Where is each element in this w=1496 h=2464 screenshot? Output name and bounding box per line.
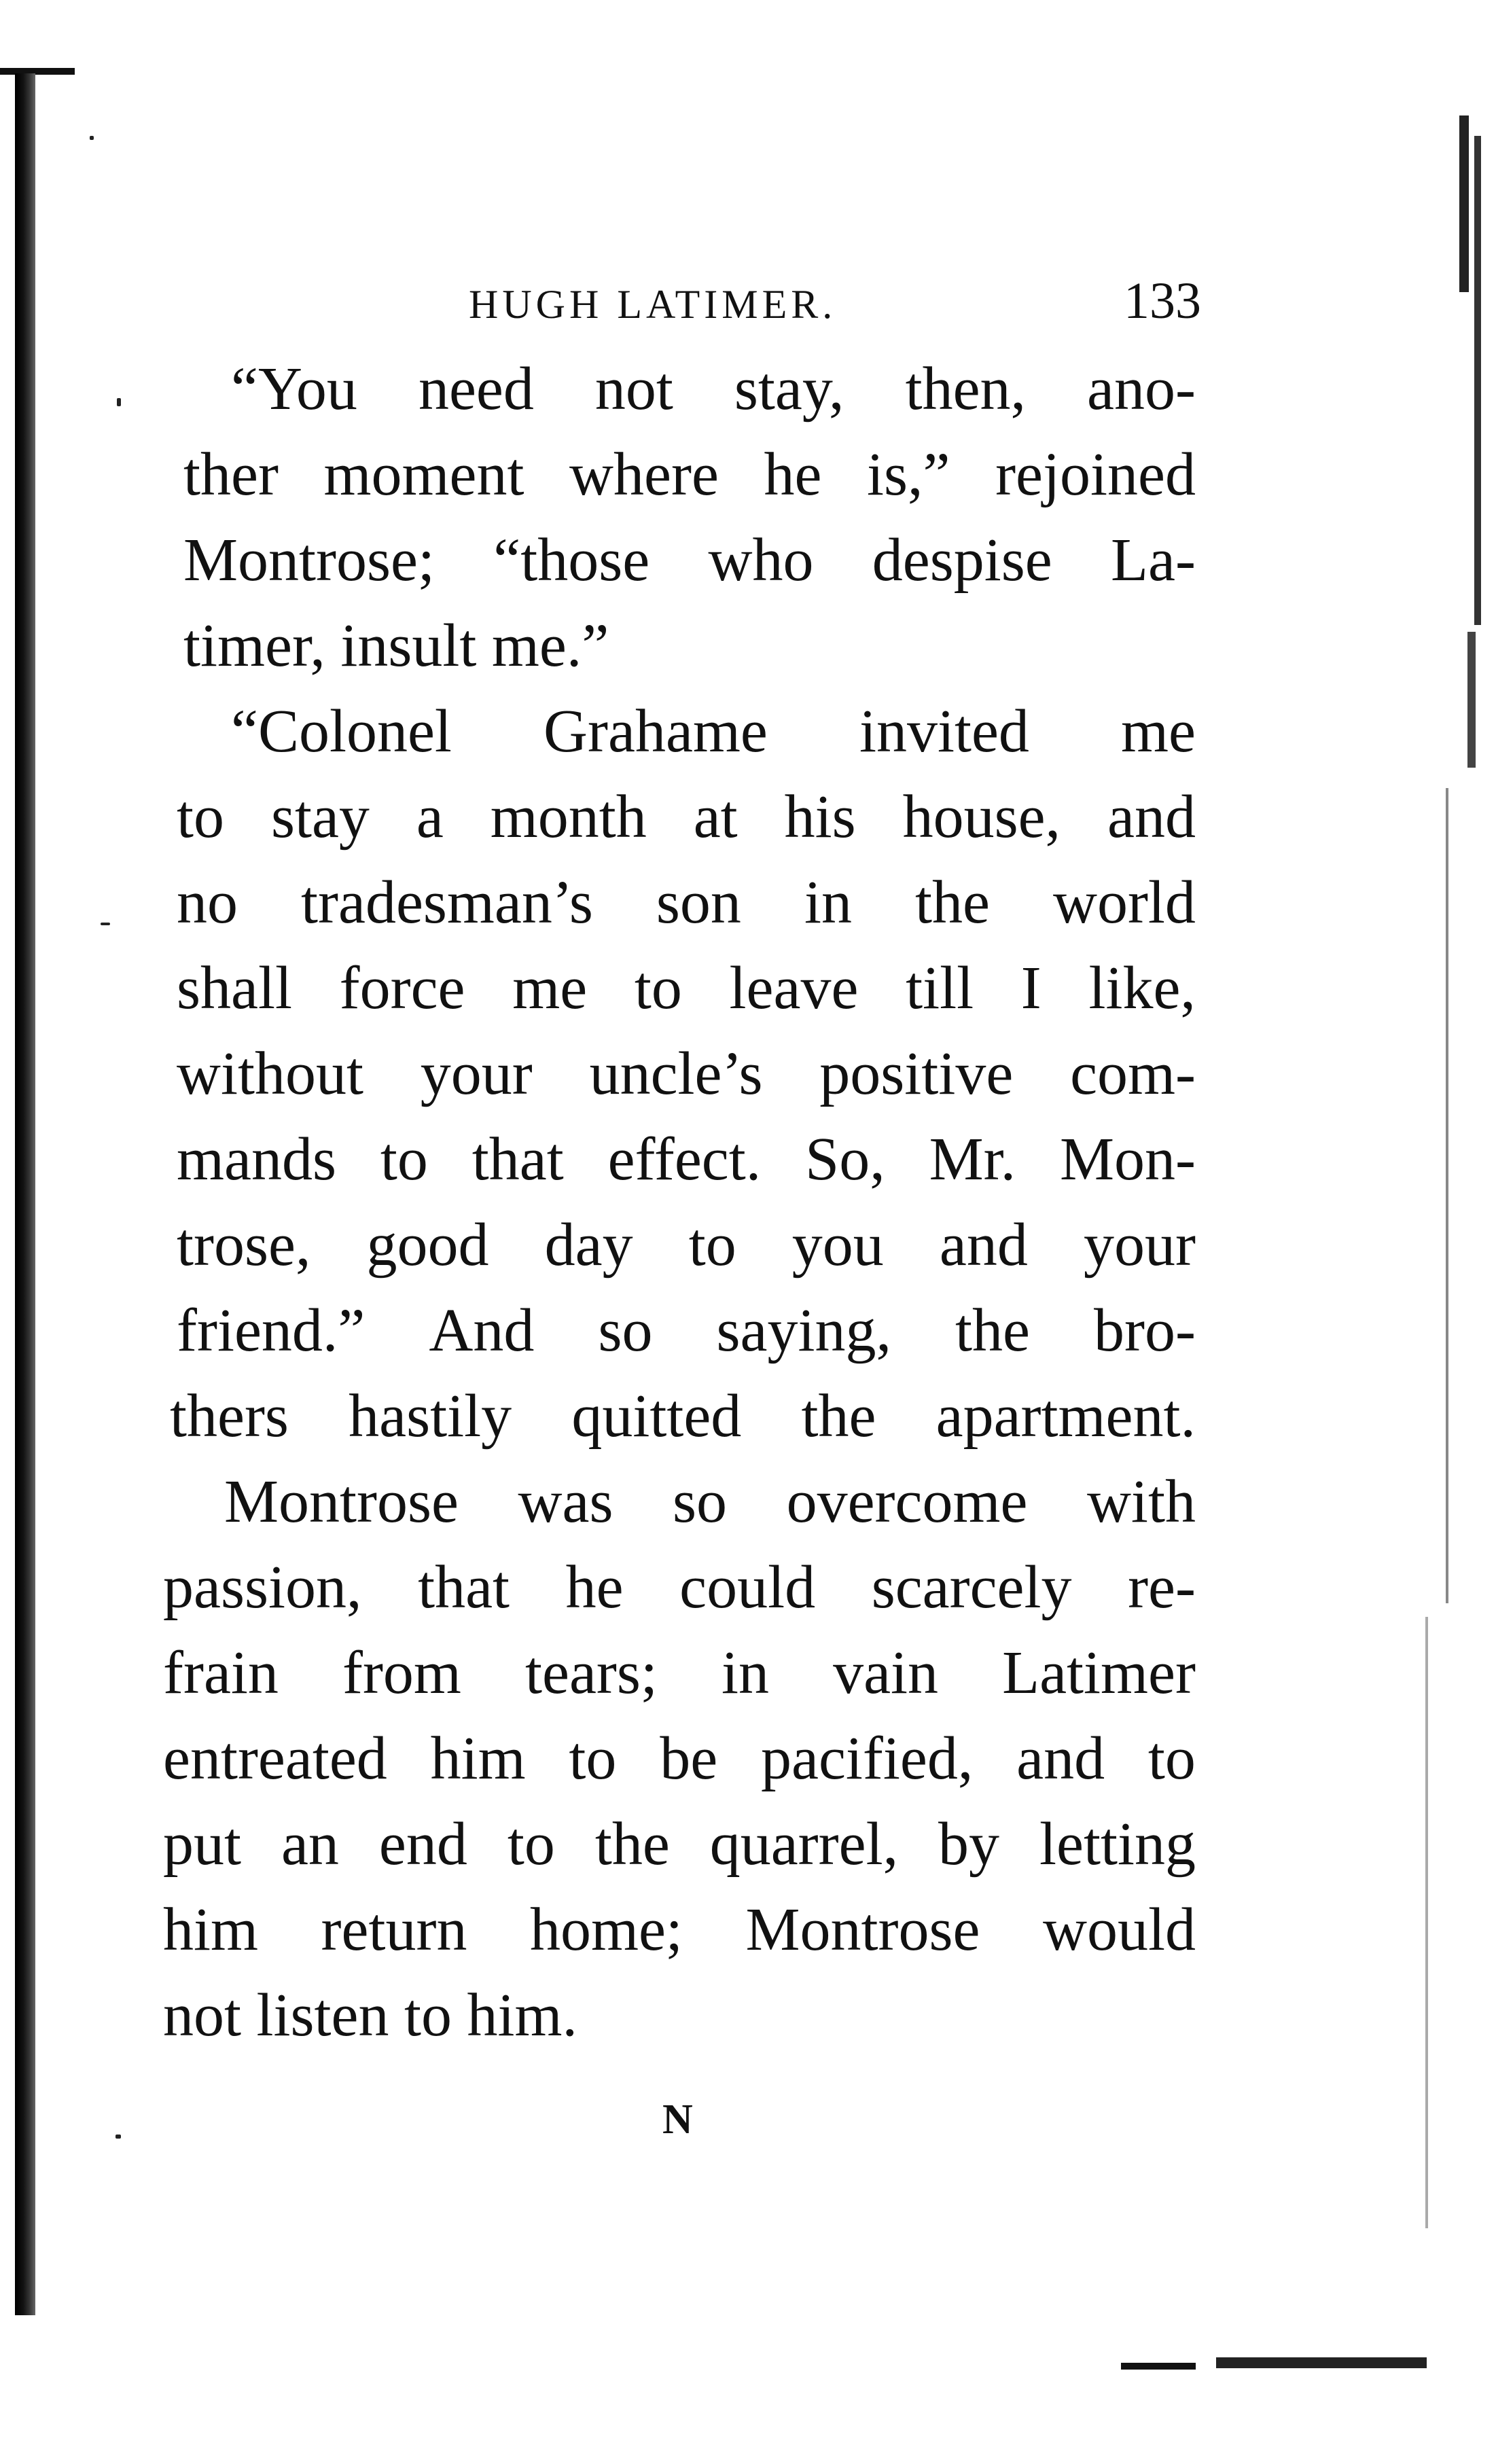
text-line — [163, 1202, 1196, 1288]
word: he — [565, 1554, 624, 1621]
word: stay — [270, 783, 370, 851]
word: till — [906, 954, 974, 1022]
word: effect. — [607, 1126, 762, 1193]
word: and — [939, 1211, 1028, 1279]
word: “You — [231, 355, 357, 423]
word: the — [594, 1810, 670, 1878]
margin-speck — [117, 398, 121, 406]
word: no — [177, 869, 238, 936]
word: so — [598, 1297, 653, 1364]
word: put — [163, 1810, 242, 1878]
word: trose, — [177, 1211, 311, 1279]
word: tradesman’s — [301, 869, 593, 936]
body-text — [163, 346, 1196, 2058]
binding-cap — [0, 68, 75, 75]
word: ano- — [1087, 355, 1196, 423]
word: and — [1107, 783, 1196, 851]
text-line — [163, 1117, 1196, 1202]
word: month — [490, 783, 647, 851]
word: frain — [163, 1639, 279, 1707]
word: entreated — [163, 1725, 387, 1792]
word: to — [569, 1725, 617, 1792]
word: overcome — [786, 1468, 1028, 1535]
word: was — [518, 1468, 613, 1535]
word: saying, — [716, 1297, 891, 1364]
right-edge-mark — [1446, 788, 1448, 1603]
word: to — [1147, 1725, 1196, 1792]
word: rejoined — [995, 441, 1196, 508]
word: and — [1016, 1725, 1105, 1792]
word: friend.” — [177, 1297, 366, 1364]
word: quarrel, — [709, 1810, 899, 1878]
word: in — [722, 1639, 770, 1707]
word: need — [418, 355, 534, 423]
word: that — [471, 1126, 564, 1193]
text-line — [163, 346, 1196, 432]
word: passion, — [163, 1554, 362, 1621]
word: Latimer — [1002, 1639, 1196, 1707]
word: And — [429, 1297, 535, 1364]
word: scarcely — [871, 1554, 1072, 1621]
word: stay, — [734, 355, 844, 423]
word: despise — [872, 526, 1052, 594]
word: ther — [183, 441, 279, 508]
word: the — [914, 869, 990, 936]
word: son — [656, 869, 741, 936]
bottom-rule — [1216, 2357, 1427, 2368]
word: your — [420, 1040, 533, 1107]
word: with — [1086, 1468, 1196, 1535]
word: where — [569, 441, 719, 508]
word: the — [955, 1297, 1030, 1364]
word: by — [938, 1810, 1000, 1878]
word: letting — [1039, 1810, 1196, 1878]
margin-speck — [115, 2135, 121, 2139]
word: so — [673, 1468, 728, 1535]
word: moment — [323, 441, 524, 508]
word: him — [163, 1896, 259, 1963]
word: in — [804, 869, 852, 936]
word: “those — [493, 526, 650, 594]
text-line: timer, insult me.” — [183, 612, 609, 679]
right-edge-mark — [1425, 1617, 1428, 2228]
word: the — [801, 1382, 876, 1450]
text-line — [163, 1545, 1196, 1630]
word: at — [693, 783, 738, 851]
word: uncle’s — [589, 1040, 763, 1107]
word: Grahame — [544, 698, 768, 765]
word: quitted — [571, 1382, 742, 1450]
word: La- — [1111, 526, 1196, 594]
word: pacified, — [761, 1725, 974, 1792]
margin-speck — [101, 923, 110, 925]
text-line — [163, 1887, 1196, 1973]
word: not — [594, 355, 673, 423]
word: is,” — [867, 441, 950, 508]
word: me — [512, 954, 588, 1022]
right-edge-mark — [1474, 136, 1481, 625]
text-line — [163, 860, 1196, 946]
word: day — [544, 1211, 633, 1279]
text-line — [163, 1802, 1196, 1887]
word: bro- — [1094, 1297, 1196, 1364]
word: Montrose — [224, 1468, 459, 1535]
word: that — [418, 1554, 510, 1621]
page-header — [380, 272, 1201, 346]
text-line — [163, 689, 1196, 774]
word: Mon- — [1059, 1126, 1196, 1193]
text-line — [163, 774, 1196, 860]
word: house, — [902, 783, 1061, 851]
word: I — [1020, 954, 1041, 1022]
running-head: HUGH LATIMER. — [469, 282, 837, 327]
word: vain — [833, 1639, 939, 1707]
text-line — [163, 1374, 1196, 1459]
word: his — [784, 783, 856, 851]
word: he — [764, 441, 822, 508]
word: who — [708, 526, 814, 594]
text-line — [163, 518, 1196, 603]
word: com- — [1070, 1040, 1196, 1107]
word: leave — [729, 954, 859, 1022]
margin-speck — [90, 136, 94, 140]
word: like, — [1088, 954, 1196, 1022]
text-line — [163, 1716, 1196, 1802]
word: a — [416, 783, 444, 851]
text-line — [163, 1459, 1196, 1545]
word: Mr. — [929, 1126, 1016, 1193]
word: re- — [1128, 1554, 1196, 1621]
word: force — [339, 954, 465, 1022]
word: to — [380, 1126, 428, 1193]
word: could — [679, 1554, 816, 1621]
word: positive — [819, 1040, 1014, 1107]
word: apartment. — [936, 1382, 1196, 1450]
word: thers — [170, 1382, 289, 1450]
word: to — [507, 1810, 555, 1878]
page-number: 133 — [1124, 272, 1201, 329]
word: “Colonel — [231, 698, 452, 765]
word: mands — [177, 1126, 336, 1193]
word: from — [342, 1639, 461, 1707]
word: then, — [905, 355, 1027, 423]
signature-mark: N — [662, 2096, 693, 2143]
right-edge-mark — [1467, 632, 1476, 768]
word: world — [1052, 869, 1196, 936]
word: to — [634, 954, 682, 1022]
word: invited — [859, 698, 1029, 765]
word: home; — [529, 1896, 683, 1963]
text-line — [163, 1031, 1196, 1117]
word: tears; — [525, 1639, 658, 1707]
right-edge-mark — [1459, 115, 1469, 292]
bottom-rule — [1121, 2363, 1196, 2370]
text-line — [163, 946, 1196, 1031]
word: an — [281, 1810, 339, 1878]
word: me — [1121, 698, 1196, 765]
word: would — [1043, 1896, 1196, 1963]
text-line — [163, 1630, 1196, 1716]
text-line: not listen to him. — [163, 1982, 578, 2049]
word: Montrose — [745, 1896, 980, 1963]
word: him — [430, 1725, 526, 1792]
word: hastily — [349, 1382, 512, 1450]
word: So, — [805, 1126, 885, 1193]
word: Montrose; — [183, 526, 435, 594]
word: to — [177, 783, 225, 851]
left-binding-edge — [15, 73, 35, 2315]
word: be — [660, 1725, 718, 1792]
word: you — [791, 1211, 884, 1279]
word: to — [688, 1211, 736, 1279]
text-line — [163, 1288, 1196, 1374]
word: return — [321, 1896, 467, 1963]
word: shall — [177, 954, 292, 1022]
word: good — [366, 1211, 489, 1279]
word: your — [1083, 1211, 1196, 1279]
text-line — [163, 432, 1196, 518]
word: end — [378, 1810, 467, 1878]
word: without — [177, 1040, 364, 1107]
